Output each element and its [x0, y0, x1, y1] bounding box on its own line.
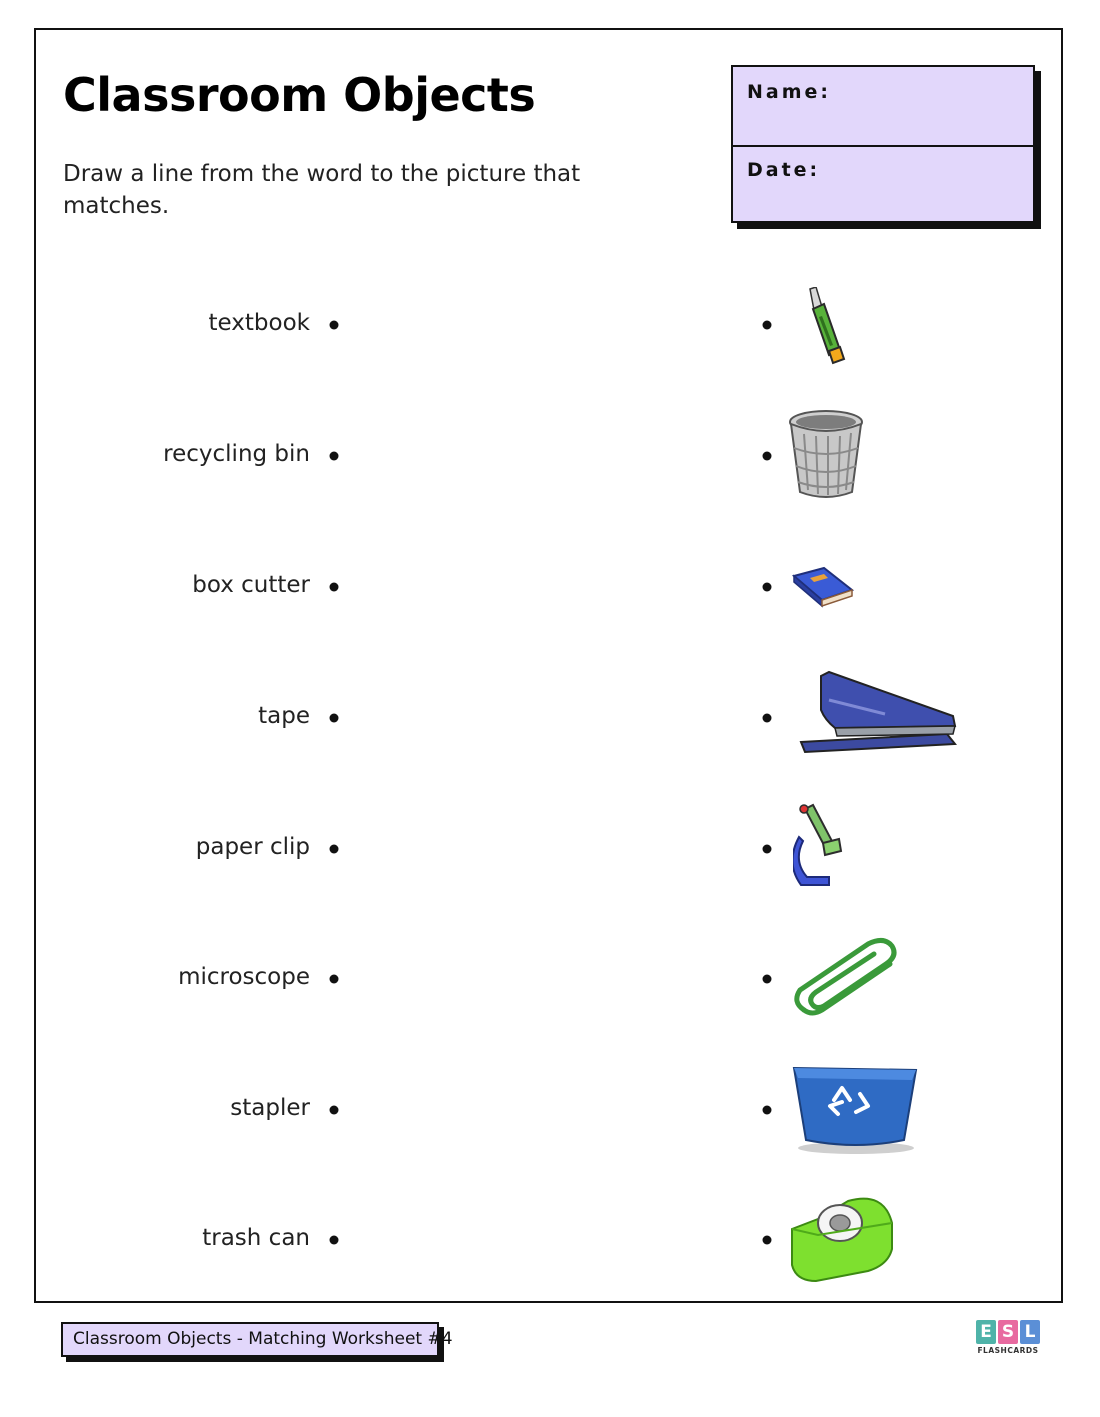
trash-can-icon: [786, 408, 866, 500]
esl-flashcards-logo: [976, 1320, 1042, 1364]
picture-dot[interactable]: [763, 1236, 772, 1245]
word-dot[interactable]: [330, 452, 339, 461]
word-dot[interactable]: [330, 975, 339, 984]
footer-label: Classroom Objects - Matching Worksheet #4: [61, 1322, 439, 1357]
word-dot[interactable]: [330, 583, 339, 592]
stapler-icon: [795, 670, 961, 756]
picture-dot[interactable]: [763, 975, 772, 984]
word-item: trash can: [202, 1225, 310, 1251]
picture-dot[interactable]: [763, 583, 772, 592]
word-dot[interactable]: [330, 1236, 339, 1245]
date-row[interactable]: [733, 145, 1033, 223]
name-label: Name:: [747, 81, 832, 103]
word-dot[interactable]: [330, 1106, 339, 1115]
word-dot[interactable]: [330, 321, 339, 330]
logo-letter: L: [1020, 1320, 1040, 1344]
picture-dot[interactable]: [763, 321, 772, 330]
name-date-box: [731, 65, 1035, 223]
picture-dot[interactable]: [763, 714, 772, 723]
word-item: box cutter: [192, 572, 310, 598]
name-row[interactable]: [733, 67, 1033, 147]
logo-letter: S: [998, 1320, 1018, 1344]
textbook-icon: [790, 566, 856, 608]
word-item: paper clip: [195, 834, 310, 860]
recycling-bin-icon: [790, 1062, 920, 1154]
tape-dispenser-icon: [788, 1195, 896, 1285]
date-label: Date:: [747, 159, 821, 181]
word-item: microscope: [178, 964, 310, 990]
word-item: textbook: [208, 310, 310, 336]
logo-subtitle: FLASHCARDS: [977, 1346, 1039, 1355]
picture-dot[interactable]: [763, 1106, 772, 1115]
picture-dot[interactable]: [763, 452, 772, 461]
box-cutter-icon: [800, 287, 850, 365]
logo-letter: E: [976, 1320, 996, 1344]
word-item: tape: [258, 703, 310, 729]
worksheet-title: Classroom Objects: [63, 68, 536, 122]
paper-clip-icon: [790, 936, 902, 1018]
word-dot[interactable]: [330, 845, 339, 854]
word-item: recycling bin: [163, 441, 310, 467]
instructions: Draw a line from the word to the picture that matches.: [63, 161, 581, 219]
picture-dot[interactable]: [763, 845, 772, 854]
word-dot[interactable]: [330, 714, 339, 723]
microscope-icon: [793, 803, 843, 889]
word-item: stapler: [230, 1095, 310, 1121]
